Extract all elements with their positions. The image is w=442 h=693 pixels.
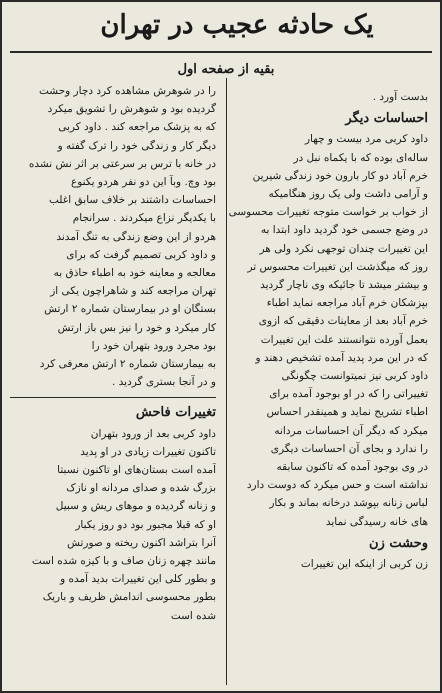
text-line: خرم آباد بعد از معاینات دقیقی که ازوی [258,315,428,328]
text-line: و در آنجا بستری گردید . [111,376,216,389]
right-paragraph-2 [228,555,428,573]
text-line: داود کربی نیز نمیتوانست چگونگی [281,370,428,383]
text-line: او که قبلا مجبور بود دو روز یکبار [75,518,216,531]
text-line: کار میکرد و خود را نیز بس باز ارتش [57,321,216,334]
text-line: تهران مراجعه کند و شاهراچون یکی از [50,285,216,298]
text-line: اطباء تشریح نماید و همینقدر احساس [266,406,428,419]
text-line: ساله‌ای بوده که با یکماه نبل در [293,151,428,164]
text-line: بود وچ. وبآ این دو نفر هردو یکنوع [70,176,216,189]
text-line: شده است [170,609,216,622]
text-line: و زنانه گردیده و موهای ریش و سبیل [55,500,216,513]
text-line: های خانه رسیدگی نماید [325,515,428,528]
text-line: نداشته است و حس میکرد که دوست دارد [246,479,428,492]
text-line: زن کربی از اینکه این تغییرات [300,558,428,571]
text-line: که به پزشک مراجعه کند . داود کربی [58,121,216,134]
text-line: از خواب بر خواست متوجه تغییرات محسوسی [228,206,428,219]
text-line: تاکنون تغییرات زیادی در او پدید [80,445,216,458]
text-line: داود کربی مرد بیست و چهار [304,133,428,146]
text-line: این تغییرات چندان توجهی نکرد ولی هر [259,242,428,255]
section-title-other-feelings: احساسات دیگر [345,111,428,127]
text-line: و بیشتر میشد تا جائیکه وی ناچار گردید [260,279,428,292]
right-paragraph [228,130,428,530]
text-line: و داود کربی تصمیم گرفت که برای [66,248,216,261]
text-line: بعمل آورده نتوانستند علت این تغییرات [260,333,428,346]
right-column [228,88,428,573]
text-line: که در این مرد پدید آمده تشخیص دهند و [255,351,428,364]
text-line: آنرا بتراشد اکنون ریخته و صورتش [67,536,216,549]
text-line: در وی بوجود آمده که تاکنون سابقه [276,461,428,474]
text-line: میکرد که دیگر آن احساسات مردانه [274,424,428,437]
text-line: به بیمارستان شماره ۲ ارتش معرفی کرد [39,358,216,371]
text-line: معالجه و معاینه خود به اطباء حاذق به [53,267,216,280]
headline: یک حادثه عجیب در تهران [100,10,374,40]
section-title-drastic-changes: تغییرات فاحش [135,405,216,421]
text-line: تغییراتی را که در او بوجود آمده برای [269,388,428,401]
text-line: احساسات داشتند بر خلاف سابق اغلب [48,194,216,207]
text-line: بود مجرد ورود بتهران خود را [91,339,216,352]
text-line: آمده است بستان‌های او تاکنون نسبتا [57,464,216,477]
text-line: مانند چهره زنان صاف و با کیزه شده است [31,555,216,568]
text-line: داود کربی بعد از ورود بتهران [90,427,216,440]
left-column [10,82,216,625]
text-line: بزرگ شده و صدای مردانه او نازک [66,482,216,495]
text-line: خرم آباد دو کار بارون خود زندگی شیرین [252,169,428,182]
text-line: بطور محسوسی اندامش ظریف و باریک [42,591,216,604]
text-line: را در شوهرش مشاهده کرد دچار وحشت [38,85,216,97]
text-line: با یکدیگر نزاع میکردند . سرانجام [72,212,216,225]
text-line: و بطور کلی این تغییرات بدید آمده و [60,573,216,586]
text-line: در خانه با ترس بر سرعتی بر اثر نش نشده [28,157,216,170]
text-line: گردیده بود و شوهرش را تشویق میکرد [47,103,216,116]
text-line: را ندارد و بجای آن احساسات دیگری [270,442,428,455]
text-line: در وضع جسمی خود گردید داود ابتدا به [260,224,428,237]
text-line: دیگر کار و زندگی خود را ترک گفته و [57,139,216,152]
text-line: و آرامی داشت ولی یک روز هنگامیکه [268,188,428,201]
text-line: بستگان او در بیمارستان شماره ۲ ارتش [44,303,216,316]
text-line: لباس زنانه بپوشد درخانه بماند و بکار [269,497,428,510]
text-line: هردو از این وضع زندگی به تنگ آمدند [56,230,216,243]
section-title-wife-fear: وحشت زن [368,535,428,551]
column-divider [226,78,227,685]
headline-divider [10,51,432,53]
text-line: بپزشکان خرم آباد مراجعه نماید اطباء [266,297,428,310]
text-line: روز که میگذشت این تغییرات محسوس تر [247,260,428,273]
section-divider [10,397,216,398]
intro-line: بدست آورد . [372,91,428,103]
continued-from-page-one: بقیه از صفحه اول [177,62,275,77]
left-paragraph [10,82,216,391]
left-paragraph-2 [10,425,216,625]
